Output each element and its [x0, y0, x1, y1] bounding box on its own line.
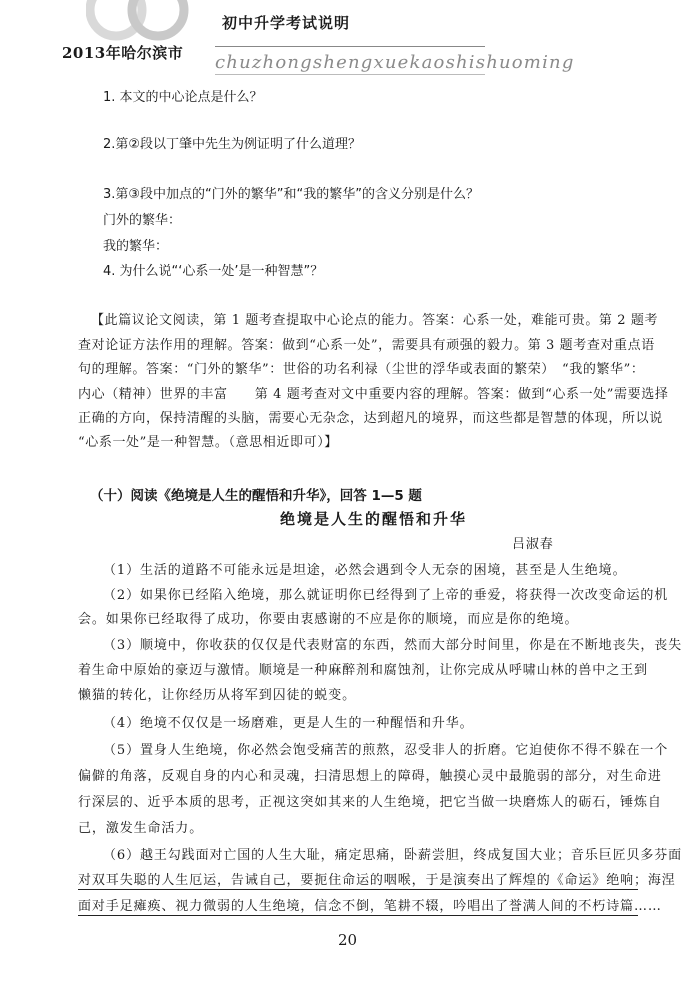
answer-line: 正确的方向，保持清醒的头脑，需要心无杂念，达到超凡的境界，而这些都是智慧的体现，所以说 [78, 411, 663, 426]
header-logo-circles-icon [86, 0, 206, 46]
passage-line: 懒猫的转化，让你经历从将军到囚徒的蜕变。 [78, 688, 357, 703]
passage-line: （3）顺境中，你收获的仅仅是代表财富的东西，然而大部分时间里，你是在不断地丧失，丧失 [103, 638, 683, 653]
question-3: 3.第③段中加点的“门外的繁华”和“我的繁华”的含义分别是什么？ [103, 187, 479, 202]
passage-line: （2）如果你已经陷入绝境，那么就证明你已经得到了上帝的垂爱，将获得一次改变命运的机 [103, 588, 669, 603]
header-rule [215, 46, 485, 47]
passage-line: （4）绝境不仅仅是一场磨难，更是人生的一种醒悟和升华。 [103, 716, 474, 731]
question-2: 2.第②段以丁肇中先生为例证明了什么道理？ [103, 137, 362, 152]
header-title: 初中升学考试说明 [222, 14, 351, 32]
passage-underline [78, 889, 638, 890]
page-number: 20 [338, 931, 358, 949]
answer-line: 内心（精神）世界的丰富 第 4 题考查对文中重要内容的理解。答案：做到“心系一处”需要选择 [78, 387, 669, 402]
passage-line: （6）越王勾践面对亡国的人生大耻，痛定思痛，卧薪尝胆，终成复国大业；音乐巨匠贝多芬面 [103, 848, 683, 863]
passage-line: （5）置身人生绝境，你必然会饱受痛苦的煎熬，忍受非人的折磨。它迫使你不得不躲在一个 [103, 743, 669, 758]
passage-author: 吕淑春 [512, 537, 554, 552]
header-year-city: 2013年哈尔滨市 [62, 44, 184, 62]
question-3-blank-inner: 我的繁华： [103, 239, 169, 254]
answer-line: 句的理解。答案：“门外的繁华”：世俗的功名利禄（尘世的浮华或表面的繁荣） “我的繁华”： [78, 362, 645, 377]
passage-line: 面对手足瘫痪、视力微弱的人生绝境，信念不倒，笔耕不辍，吟唱出了誉满人间的不朽诗篇…… [78, 899, 662, 914]
passage-line: （1）生活的道路不可能永远是坦途，必然会遇到令人无奈的困境，甚至是人生绝境。 [103, 563, 627, 578]
passage-line: 会。如果你已经取得了成功，你要由衷感谢的不应是你的顺境，而应是你的绝境。 [78, 612, 579, 627]
passage-line: 着生命中原始的豪迈与激情。顺境是一种麻醉剂和腐蚀剂，让你完成从呼啸山林的兽中之王到 [78, 663, 648, 678]
question-3-blank-outer: 门外的繁华： [103, 213, 182, 228]
passage-line: 对双耳失聪的人生厄运，告诫自己，要扼住命运的咽喉，于是演奏出了辉煌的《命运》绝响；海涅 [78, 873, 676, 888]
answer-line: “心系一处”是一种智慧。（意思相近即可）】 [78, 435, 338, 450]
answer-line: 查对论证方法作用的理解。答案：做到“心系一处”，需要具有顽强的毅力。第 3 题考查对重点语 [78, 338, 655, 353]
passage-line: 己，激发生命活力。 [78, 821, 204, 836]
header-pinyin: chuzhongshengxuekaoshishuoming [215, 52, 575, 73]
question-1: 1. 本文的中心论点是什么？ [103, 90, 263, 105]
header-rule-bottom [215, 74, 485, 75]
section-heading: （十）阅读《绝境是人生的醒悟和升华》，回答 1—5 题 [90, 488, 422, 504]
passage-line: 行深层的、近乎本质的思考，正视这突如其来的人生绝境，把它当做一块磨炼人的砺石，锤炼自 [78, 795, 662, 810]
passage-line: 偏僻的角落，反观自身的内心和灵魂，扫清思想上的障碍，触摸心灵中最脆弱的部分，对生命进 [78, 769, 662, 784]
passage-title: 绝境是人生的醒悟和升华 [280, 510, 468, 528]
question-4: 4. 为什么说“‘心系一处’是一种智慧”？ [103, 264, 324, 279]
answer-line: 【此篇议论文阅读，第 1 题考查提取中心论点的能力。答案：心系一处，难能可贵。第 2 题考 [91, 313, 659, 328]
passage-underline [78, 915, 638, 916]
